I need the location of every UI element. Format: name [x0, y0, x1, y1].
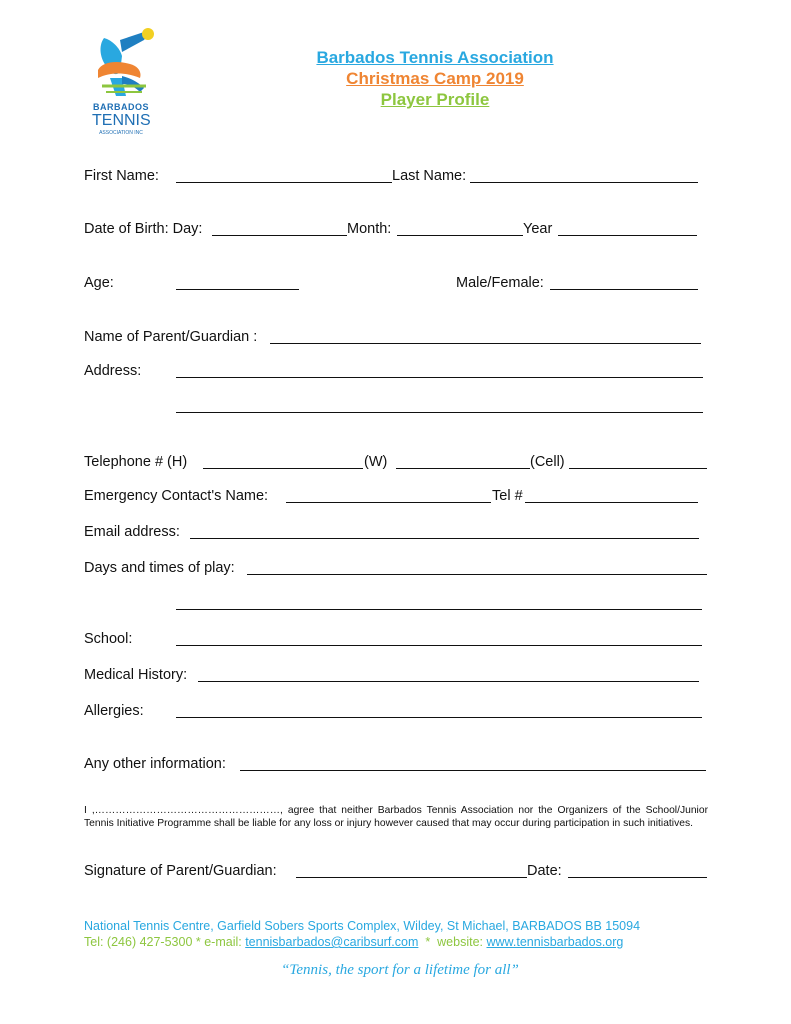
footer-tel: Tel: (246) 427-5300 * e-mail:	[84, 935, 246, 949]
other-information-field[interactable]	[240, 770, 706, 771]
association-logo	[86, 26, 166, 146]
signature-date-label: Date:	[527, 863, 562, 879]
first-name-label: First Name:	[84, 168, 159, 184]
age-field[interactable]	[176, 289, 299, 290]
logo-text-line3: ASSOCIATION INC	[99, 130, 143, 136]
gender-field[interactable]	[550, 289, 698, 290]
footer-email-link[interactable]: tennisbarbados@caribsurf.com	[245, 935, 419, 949]
dob-day-label: Date of Birth: Day:	[84, 221, 203, 237]
days-times-field-line1[interactable]	[247, 574, 707, 575]
telephone-cell-field[interactable]	[569, 468, 707, 469]
days-times-label: Days and times of play:	[84, 560, 235, 576]
email-field[interactable]	[190, 538, 699, 539]
dob-month-label: Month:	[347, 221, 392, 237]
email-label: Email address:	[84, 524, 180, 540]
school-label: School:	[84, 631, 133, 647]
telephone-cell-label: (Cell)	[530, 454, 565, 470]
last-name-label: Last Name:	[392, 168, 467, 184]
allergies-label: Allergies:	[84, 703, 144, 719]
gender-label: Male/Female:	[456, 275, 544, 291]
last-name-field[interactable]	[470, 182, 698, 183]
emergency-tel-label: Tel #	[492, 488, 523, 504]
dob-month-field[interactable]	[397, 235, 523, 236]
signature-field[interactable]	[296, 877, 527, 878]
dob-day-field[interactable]	[212, 235, 347, 236]
parent-guardian-label: Name of Parent/Guardian :	[84, 329, 258, 345]
footer-address: National Tennis Centre, Garfield Sobers Sports Complex, Wildey, St Michael, BARBADOS BB 15094	[84, 919, 641, 933]
other-information-label: Any other information:	[84, 756, 226, 772]
signature-date-field[interactable]	[568, 877, 707, 878]
dob-year-label: Year	[523, 221, 553, 237]
telephone-home-label: Telephone # (H)	[84, 454, 188, 470]
signature-label: Signature of Parent/Guardian:	[84, 863, 277, 879]
event-title: Christmas Camp 2019	[346, 69, 524, 88]
emergency-contact-label: Emergency Contact's Name:	[84, 488, 269, 504]
liability-disclaimer: I ,………………………………………………, agree that neither Barbados Tennis Association nor the Organizers of the School/Junior Tennis Initiative Programme shall be liable for any loss or injury however caused that may occur during participation in such initiatives.	[84, 805, 708, 829]
address-field-line1[interactable]	[176, 377, 703, 378]
telephone-work-label: (W)	[364, 454, 388, 470]
footer-contact	[84, 935, 623, 949]
medical-history-field[interactable]	[198, 681, 699, 682]
dob-year-field[interactable]	[558, 235, 697, 236]
medical-history-label: Medical History:	[84, 667, 188, 683]
footer-website-label: * website:	[418, 935, 487, 949]
parent-guardian-field[interactable]	[270, 343, 701, 344]
telephone-work-field[interactable]	[396, 468, 530, 469]
footer-website-link[interactable]: www.tennisbarbados.org	[486, 935, 624, 949]
footer-motto: “Tennis, the sport for a lifetime for all”	[281, 962, 519, 978]
school-field[interactable]	[176, 645, 702, 646]
age-label: Age:	[84, 275, 114, 291]
address-field-line2[interactable]	[176, 412, 703, 413]
days-times-field-line2[interactable]	[176, 609, 702, 610]
telephone-home-field[interactable]	[203, 468, 363, 469]
emergency-contact-field[interactable]	[286, 502, 491, 503]
logo-text-line2: TENNIS	[92, 112, 151, 129]
organization-title: Barbados Tennis Association	[316, 48, 554, 67]
first-name-field[interactable]	[176, 182, 392, 183]
emergency-tel-field[interactable]	[525, 502, 698, 503]
address-label: Address:	[84, 363, 142, 379]
form-title: Player Profile	[380, 90, 490, 109]
logo-text-line1: BARBADOS	[92, 102, 149, 112]
allergies-field[interactable]	[176, 717, 702, 718]
